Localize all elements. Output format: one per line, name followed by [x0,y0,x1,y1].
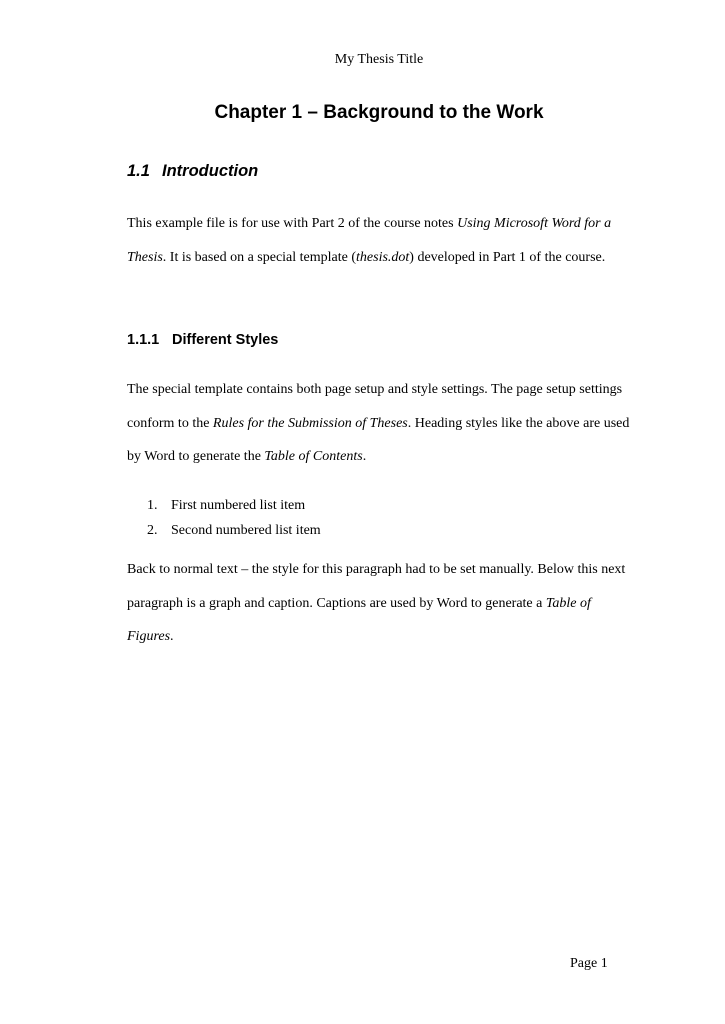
list-item-number: 2. [147,523,158,538]
page-number: Page 1 [570,956,608,971]
paragraph-text: . [170,629,174,644]
paragraph-text: ) developed in Part 1 of the course. [409,249,606,265]
paragraph-italic-text: thesis.dot [356,249,410,265]
section-title: Introduction [162,162,259,180]
paragraph-text: This example file is for use with Part 2 of the course notes [127,216,458,231]
section-heading [127,160,258,182]
paragraph-text: . Heading styles like the above are used by Word to generate the [127,415,630,464]
paragraph-text: . [362,449,367,464]
list-item [147,518,321,543]
subsection-heading [127,330,278,350]
paragraph-italic-text: Rules for the Submission of Theses [212,415,408,431]
subsection-title: Different Styles [172,332,279,348]
chapter-title: Chapter 1 – Background to the Work [214,102,544,123]
normal-text-paragraph [127,553,632,654]
styles-paragraph [127,373,632,474]
running-header: My Thesis Title [334,52,424,67]
paragraph-italic-text: Table of Contents [264,449,363,464]
list-item-number: 1. [147,498,158,513]
list-item-text: First numbered list item [171,498,306,513]
list-item [147,493,321,518]
paragraph-text: . It is based on a special template ( [162,249,357,265]
numbered-list [147,493,321,543]
paragraph-italic-text: Table of Figures [127,595,591,644]
list-item-text: Second numbered list item [171,523,321,538]
section-number: 1.1 [127,162,150,180]
subsection-number: 1.1.1 [127,332,160,348]
paragraph-text: The special template contains both page setup and style settings. The page setup settings conform to the [127,382,623,431]
intro-paragraph [127,207,632,274]
paragraph-text: Back to normal text – the style for this paragraph had to be set manually. Below this next paragraph is a graph and caption. Captions are used by Word to generate a [127,562,626,611]
paragraph-italic-text: Using Microsoft Word for a Thesis [127,216,612,265]
